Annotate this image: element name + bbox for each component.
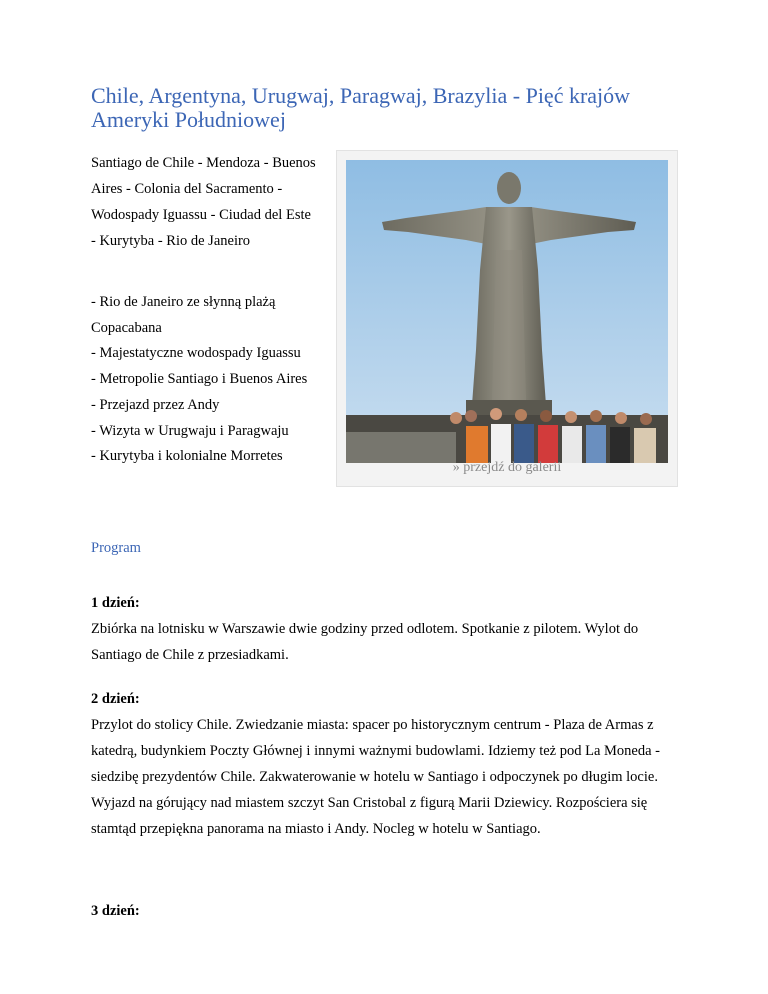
route-description: Santiago de Chile - Mendoza - Buenos Aires - Colonia del Sacramento - Wodospady Iguassu - Ciudad del Este - Kurytyba - Rio de Janeiro [91, 155, 316, 249]
day-text: Przylot do stolicy Chile. Zwiedzanie miasta: spacer po historycznym centrum - Plaza de Armas z katedrą, budynkiem Poczty Głównej i innymi ważnymi budowlami. Idziemy też pod La Moneda - siedzibę prezydentów Chile. Zakwaterowanie w hotelu w Santiago i odpoczynek po długim locie. Wyjazd na górujący nad miastem szczyt San Cristobal z figurą Marii Dziewicy. Rozpościera się stamtąd przepiękna panorama na miasto i Andy. Nocleg w hotelu w Santiago. [91, 717, 660, 837]
highlight-item: - Przejazd przez Andy [91, 396, 220, 413]
highlight-item: - Rio de Janeiro ze słynną plażą Copacabana [91, 294, 276, 336]
highlight-item: - Majestatyczne wodospady Iguassu [91, 345, 301, 362]
highlights-list [91, 290, 316, 470]
day-section [91, 590, 691, 668]
gallery-link[interactable]: » przejdź do galerii [452, 460, 562, 475]
day-label: 2 dzień: [91, 691, 140, 707]
christ-redeemer-photo[interactable] [346, 160, 668, 463]
day-label: 1 dzień: [91, 595, 140, 611]
highlight-item: - Kurytyba i kolonialne Morretes [91, 448, 283, 465]
highlight-item: - Wizyta w Urugwaju i Paragwaju [91, 422, 289, 439]
program-heading[interactable]: Program [91, 540, 141, 556]
page-title: Chile, Argentyna, Urugwaj, Paragwaj, Brazylia - Pięć krajów Ameryki Południowej [91, 83, 631, 132]
day-label: 3 dzień: [91, 903, 140, 919]
day-text: Zbiórka na lotnisku w Warszawie dwie godziny przed odlotem. Spotkanie z pilotem. Wylot do Santiago de Chile z przesiadkami. [91, 621, 639, 663]
day-section [91, 686, 691, 842]
day-section [91, 898, 691, 924]
highlight-item: - Metropolie Santiago i Buenos Aires [91, 371, 308, 388]
gallery-box [336, 150, 678, 487]
